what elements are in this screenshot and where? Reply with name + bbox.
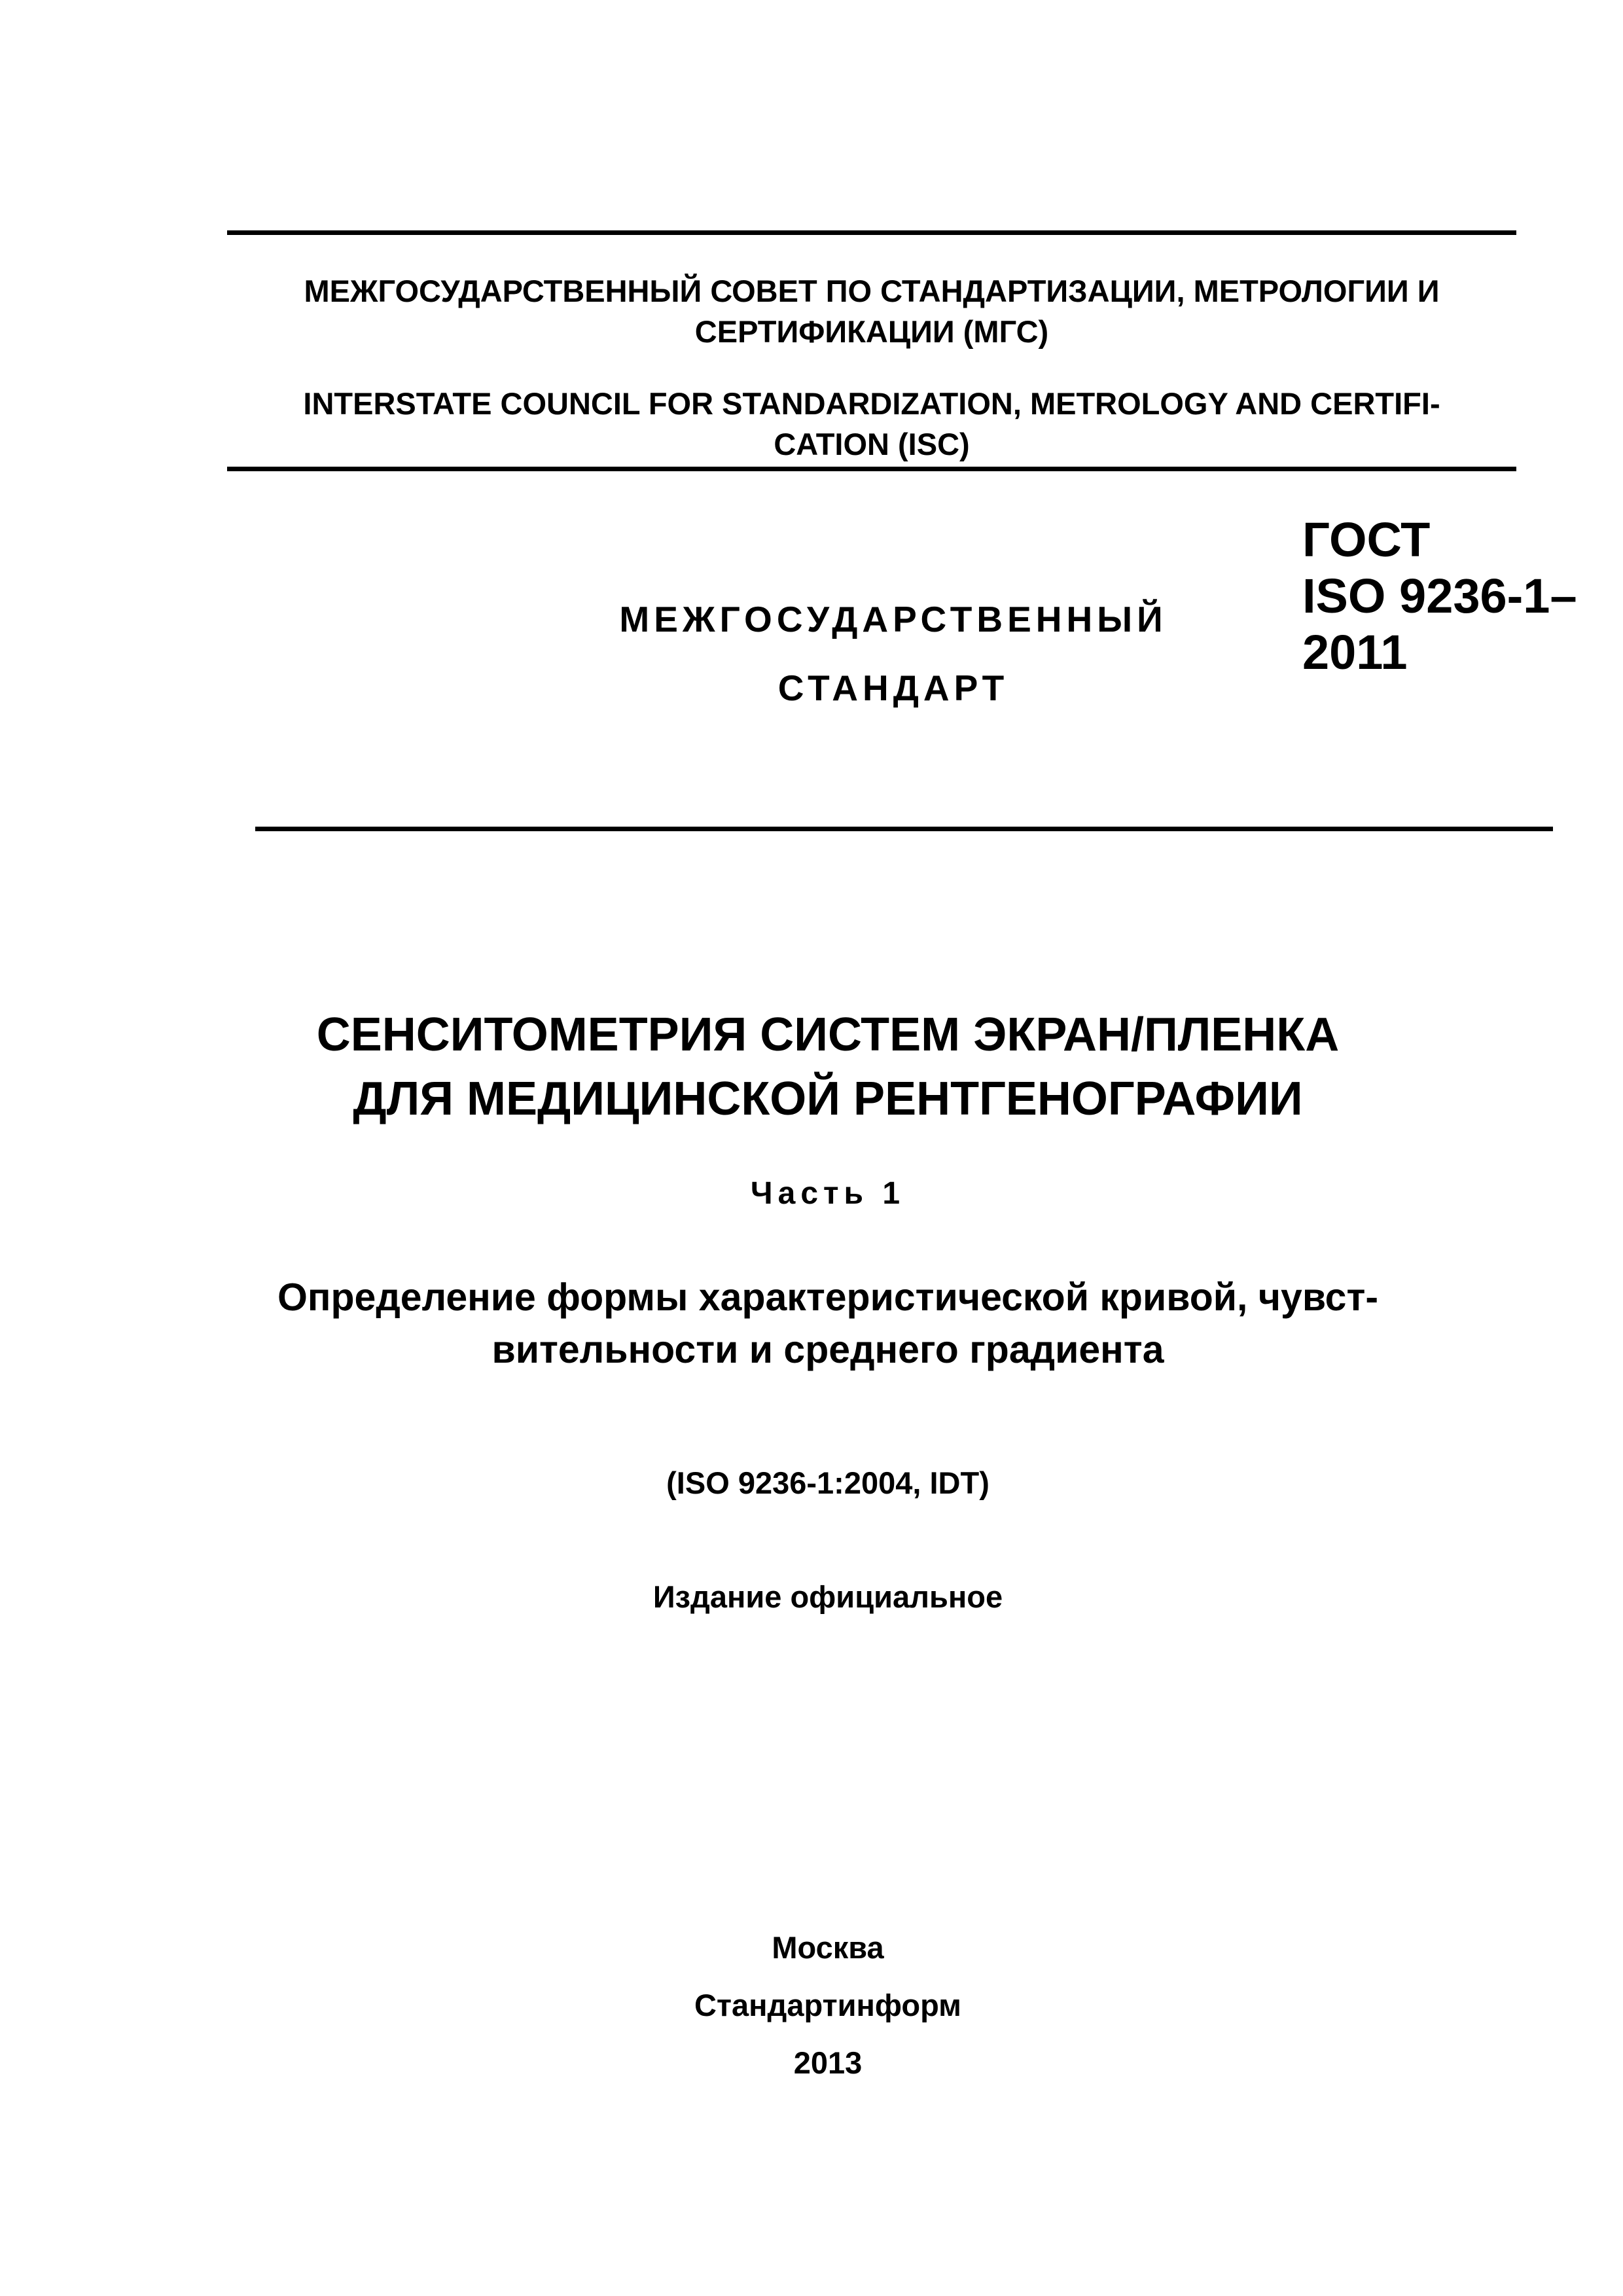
gost-designation-line-3: 2011 [1302, 625, 1408, 679]
document-title [196, 1003, 1459, 1131]
publisher-block [196, 1919, 1459, 2092]
gost-designation-line-1: ГОСТ [1302, 512, 1431, 567]
council-name-en [227, 384, 1516, 465]
council-ru-line-1: МЕЖГОСУДАРСТВЕННЫЙ СОВЕТ ПО СТАНДАРТИЗАЦИИ, МЕТРОЛОГИИ И [304, 274, 1440, 308]
publisher-name: Стандартинформ [694, 1988, 961, 2022]
part-label: Часть 1 [750, 1176, 906, 1211]
council-name-ru [227, 271, 1516, 352]
iso-reference: (ISO 9236-1:2004, IDT) [666, 1465, 990, 1500]
document-title-line-2: ДЛЯ МЕДИЦИНСКОЙ РЕНТГЕНОГРАФИИ [353, 1073, 1303, 1125]
document-title-line-1: СЕНСИТОМЕТРИЯ СИСТЕМ ЭКРАН/ПЛЕНКА [316, 1009, 1340, 1061]
document-subtitle-line-1: Определение формы характеристической кривой, чувст- [277, 1276, 1379, 1319]
standard-type-line-2: СТАНДАРТ [777, 668, 1009, 708]
standard-type-line-1: МЕЖГОСУДАРСТВЕННЫЙ [619, 599, 1168, 639]
publication-year: 2013 [793, 2045, 863, 2080]
council-en-line-1: INTERSTATE COUNCIL FOR STANDARDIZATION, METROLOGY AND CERTIFI- [303, 386, 1440, 421]
gost-designation [1302, 512, 1610, 681]
edition-label: Издание официальное [652, 1579, 1003, 1614]
gost-designation-line-2: ISO 9236-1– [1302, 569, 1577, 623]
publisher-city: Москва [772, 1930, 884, 1965]
header-bottom-rule [227, 467, 1516, 471]
council-en-line-2: CATION (ISC) [774, 427, 970, 461]
top-rule [227, 230, 1516, 235]
title-section-rule [255, 827, 1553, 831]
document-subtitle-line-2: вительности и среднего градиента [491, 1328, 1164, 1371]
document-subtitle [196, 1271, 1459, 1376]
standard-type-label [537, 585, 1250, 723]
council-ru-line-2: СЕРТИФИКАЦИИ (МГС) [694, 314, 1049, 349]
